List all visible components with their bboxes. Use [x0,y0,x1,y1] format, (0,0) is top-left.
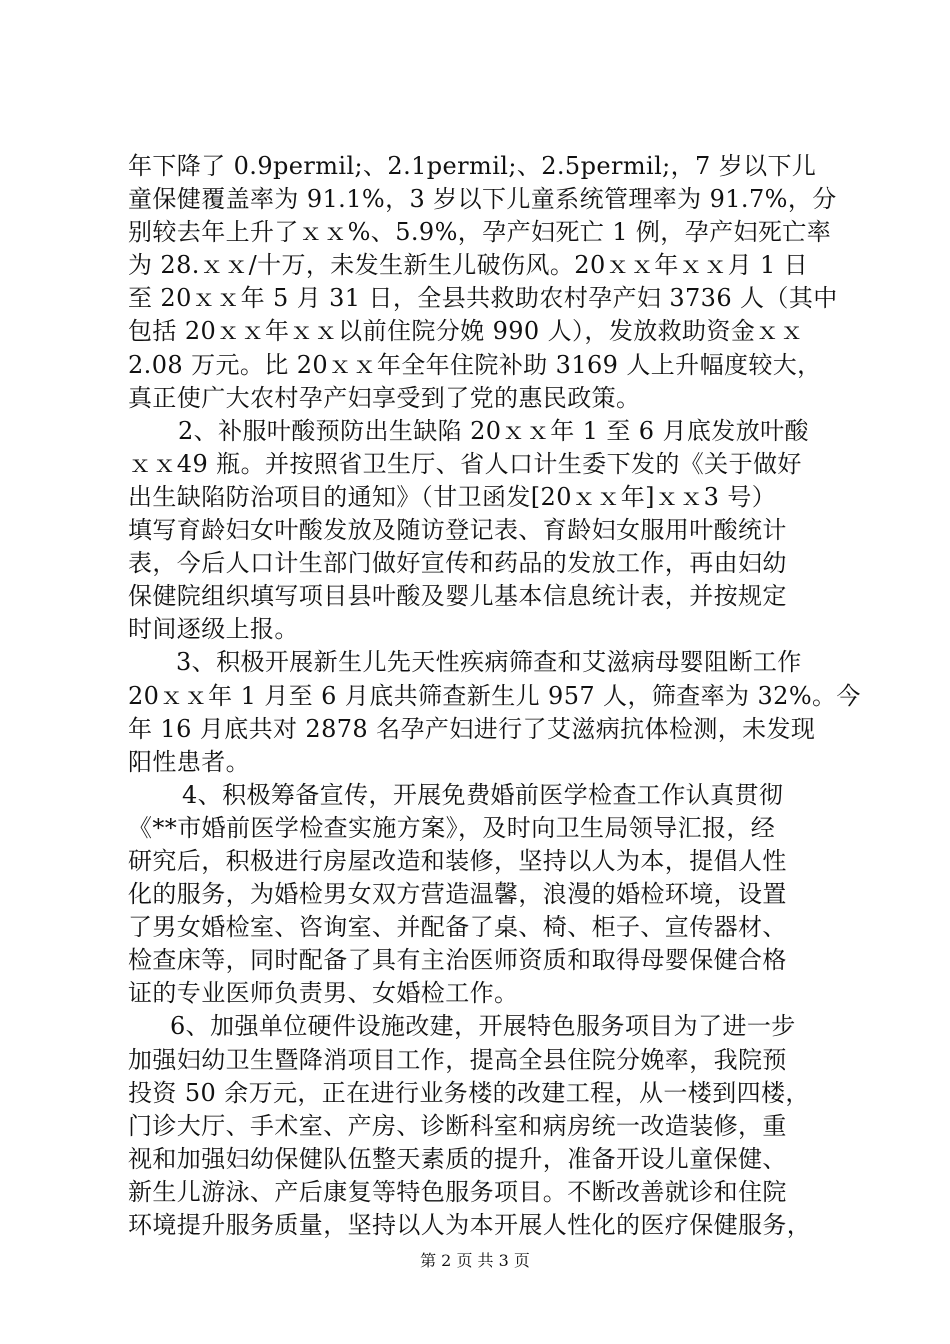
paragraph-heading-4: 4、积极筹备宣传，开展免费婚前医学检查工作认真贯彻 [182,780,784,809]
text-line: 表，今后人口计生部门做好宣传和药品的发放工作，再由妇幼 [128,549,787,578]
paragraph-heading-2: 2、补服叶酸预防出生缺陷 20ｘｘ年 1 至 6 月底发放叶酸 [178,416,809,445]
text-line: 检查床等，同时配备了具有主治医师资质和取得母婴保健合格 [128,946,787,975]
text-line: 填写育龄妇女叶酸发放及随访登记表、育龄妇女服用叶酸统计 [128,516,787,545]
document-body [128,150,861,1242]
paragraph-heading-3: 3、积极开展新生儿先天性疾病筛查和艾滋病母婴阻断工作 [176,648,802,677]
text-line: 投资 50 余万元，正在进行业务楼的改建工程，从一楼到四楼， [128,1078,810,1107]
text-line: 视和加强妇幼保健队伍整天素质的提升，准备开设儿童保健、 [128,1144,787,1173]
text-line: 真正使广大农村孕产妇享受到了党的惠民政策。 [128,383,641,412]
text-line: 年下降了 0.9permil;、2.1permil;、2.5permil;，7 岁以下儿 [128,152,817,180]
text-line: 阳性患者。 [128,747,250,776]
text-line: 童保健覆盖率为 91.1%，3 岁以下儿童系统管理率为 91.7%，分 [128,185,837,214]
text-line: 化的服务，为婚检男女双方营造温馨，浪漫的婚检环境，设置 [128,880,787,909]
text-line: 研究后，积极进行房屋改造和装修，坚持以人为本，提倡人性 [128,846,787,875]
text-line: 新生儿游泳、产后康复等特色服务项目。不断改善就诊和住院 [128,1177,787,1206]
paragraph-heading-6: 6、加强单位硬件设施改建，开展特色服务项目为了进一步 [170,1012,796,1041]
text-line: 别较去年上升了ｘｘ%、5.9%，孕产妇死亡 1 例，孕产妇死亡率 [128,218,832,247]
text-line: 环境提升服务质量，坚持以人为本开展人性化的医疗保健服务， [128,1211,812,1239]
text-line: 保健院组织填写项目县叶酸及婴儿基本信息统计表，并按规定 [128,582,787,611]
text-line: 了男女婚检室、咨询室、并配备了桌、椅、柜子、宣传器材、 [128,913,787,942]
text-line: 时间逐级上报。 [128,615,299,644]
text-line: 包括 20ｘｘ年ｘｘ以前住院分娩 990 人），发放救助资金ｘｘ [128,317,805,346]
text-line: 为 28.ｘｘ/十万，未发生新生儿破伤风。20ｘｘ年ｘｘ月 1 日 [128,251,809,280]
text-line: 出生缺陷防治项目的通知》（甘卫函发[20ｘｘ年]ｘｘ3 号） [128,482,777,511]
text-line: 加强妇幼卫生暨降消项目工作，提高全县住院分娩率，我院预 [128,1045,787,1074]
text-line: 《**市婚前医学检查实施方案》，及时向卫生局领导汇报，经 [128,813,776,842]
text-line: 2.08 万元。比 20ｘｘ年全年住院补助 3169 人上升幅度较大， [128,350,822,379]
text-line: 至 20ｘｘ年 5 月 31 日，全县共救助农村孕产妇 3736 人（其中 [128,284,838,313]
text-line: ｘｘ49 瓶。并按照省卫生厅、省人口计生委下发的《关于做好 [128,449,802,478]
text-line: 证的专业医师负责男、女婚检工作。 [128,979,519,1008]
text-line: 年 16 月底共对 2878 名孕产妇进行了艾滋病抗体检测，未发现 [128,714,816,743]
text-line: 20ｘｘ年 1 月至 6 月底共筛查新生儿 957 人，筛查率为 32%。今 [128,681,861,710]
page-number: 第 2 页 共 3 页 [420,1251,530,1270]
text-line: 门诊大厅、手术室、产房、诊断科室和病房统一改造装修，重 [128,1111,787,1140]
